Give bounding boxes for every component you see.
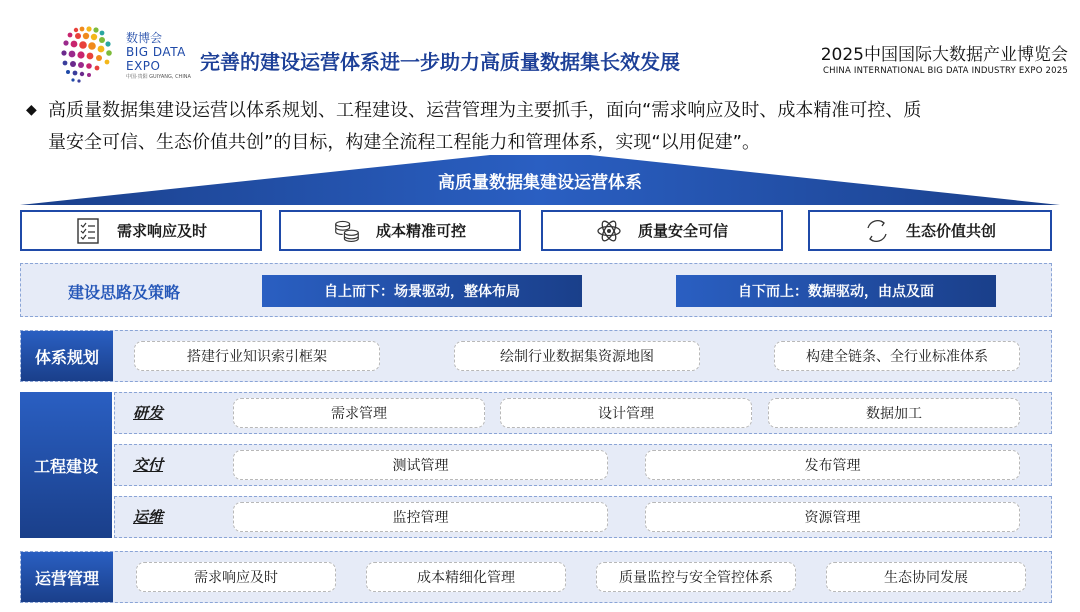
logo-en-line1: BIG DATA xyxy=(126,45,186,59)
coins-icon xyxy=(334,218,360,244)
operations-item: 成本精细化管理 xyxy=(366,562,566,592)
goal-label: 成本精准可控 xyxy=(375,222,466,240)
strategy-bottom-up: 自下而上：数据驱动，由点及面 xyxy=(676,275,996,307)
operations-item: 生态协同发展 xyxy=(826,562,1026,592)
planning-item: 绘制行业数据集资源地图 xyxy=(454,341,700,371)
operations-label: 运营管理 xyxy=(21,552,113,602)
big-data-expo-logo xyxy=(58,24,120,86)
rd-item: 数据加工 xyxy=(768,398,1020,428)
goal-ecosystem xyxy=(808,210,1052,251)
expo-title-cn: 2025中国国际大数据产业博览会 xyxy=(820,45,1068,65)
logo-wordmark xyxy=(126,32,191,80)
goal-responsive xyxy=(20,210,262,251)
strategy-label: 建设思路及策略 xyxy=(68,283,181,302)
intro-line-1: 高质量数据集建设运营以体系规划、工程建设、运营管理为主要抓手，面向“需求响应及时、成本精准可控、质 xyxy=(48,100,922,121)
intro-paragraph xyxy=(26,94,1066,159)
checklist-icon xyxy=(75,218,101,244)
strategy-top-down: 自上而下：场景驱动，整体布局 xyxy=(262,275,582,307)
engineering-ops-row xyxy=(114,496,1052,538)
expo-title xyxy=(821,40,1068,76)
logo-sub: 中国·贵阳 GUIYANG, CHINA xyxy=(126,74,191,80)
atom-icon xyxy=(596,218,622,244)
planning-item: 构建全链条、全行业标准体系 xyxy=(774,341,1020,371)
rd-item: 需求管理 xyxy=(233,398,485,428)
goal-label: 需求响应及时 xyxy=(116,222,207,240)
ops-item: 监控管理 xyxy=(233,502,608,532)
strategy-band xyxy=(20,263,1052,317)
engineering-delivery-row xyxy=(114,444,1052,486)
page-title: 完善的建设运营体系进一步助力高质量数据集长效发展 xyxy=(200,50,680,74)
delivery-label: 交付 xyxy=(133,456,164,474)
planning-label: 体系规划 xyxy=(21,331,113,381)
goal-label: 生态价值共创 xyxy=(905,222,996,240)
planning-item: 搭建行业知识索引框架 xyxy=(134,341,380,371)
ops-item: 资源管理 xyxy=(645,502,1020,532)
diamond-bullet-icon: ◆ xyxy=(26,102,37,118)
engineering-rd-row xyxy=(114,392,1052,434)
goal-quality xyxy=(541,210,783,251)
rd-item: 设计管理 xyxy=(500,398,752,428)
goal-cost xyxy=(279,210,521,251)
goal-label: 质量安全可信 xyxy=(637,222,728,240)
logo-cn: 数博会 xyxy=(126,31,163,45)
cycle-icon xyxy=(864,218,890,244)
operations-section xyxy=(20,551,1052,603)
rd-label: 研发 xyxy=(133,404,164,422)
expo-title-en: CHINA INTERNATIONAL BIG DATA INDUSTRY EXPO 2025 xyxy=(822,66,1068,76)
engineering-label: 工程建设 xyxy=(20,392,112,538)
delivery-item: 发布管理 xyxy=(645,450,1020,480)
roof-title: 高质量数据集建设运营体系 xyxy=(438,173,642,193)
planning-section xyxy=(20,330,1052,382)
operations-item: 质量监控与安全管控体系 xyxy=(596,562,796,592)
logo-en-line2: EXPO xyxy=(126,59,161,73)
intro-line-2: 量安全可信、生态价值共创”的目标，构建全流程工程能力和管理体系，实现“以用促建”。 xyxy=(48,132,760,153)
operations-item: 需求响应及时 xyxy=(136,562,336,592)
ops-label: 运维 xyxy=(133,508,164,526)
delivery-item: 测试管理 xyxy=(233,450,608,480)
